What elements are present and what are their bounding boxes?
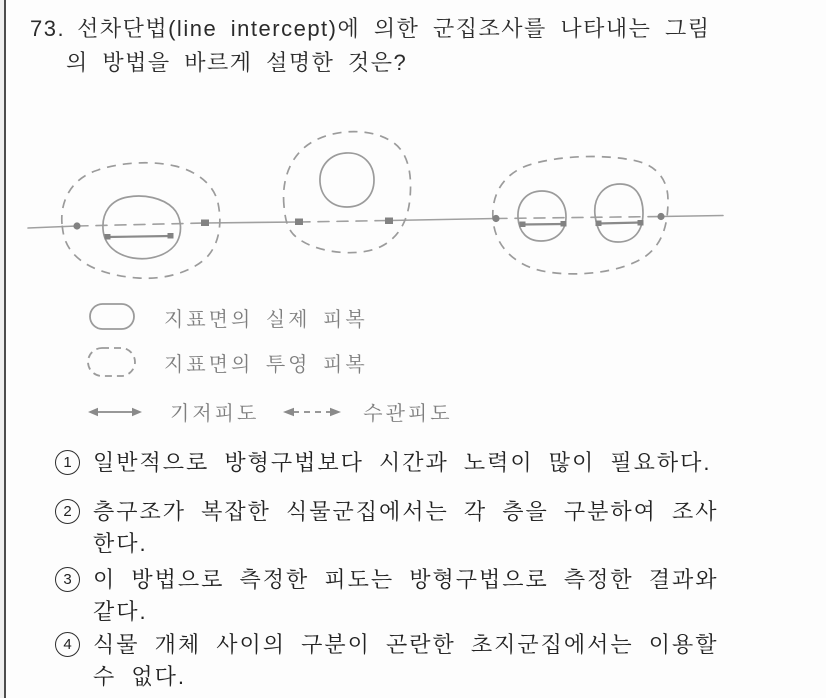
intercept-dot-marker <box>73 222 80 229</box>
question-block <box>30 12 770 80</box>
option-3-number-badge: 3 <box>55 567 80 592</box>
question-line-2: 의 방법을 바르게 설명한 것은? <box>66 50 408 75</box>
plant3-canopy-outline <box>493 157 668 274</box>
option-3-text-line-2: 같다. <box>93 599 148 624</box>
line-intercept-diagram <box>0 120 826 305</box>
option-1 <box>55 447 711 479</box>
plant3-actual-cover-shape-left <box>518 191 566 241</box>
basal-end-marker <box>638 220 644 226</box>
option-2-number-badge: 2 <box>55 499 80 524</box>
question-line-1: 선차단법(line intercept)에 의한 군집조사를 나타내는 그림 <box>77 16 711 41</box>
option-4-text-line-2: 수 없다. <box>93 664 186 689</box>
solid-ellipse-icon <box>88 302 138 332</box>
option-1-text: 일반적으로 방형구법보다 시간과 노력이 많이 필요하다. <box>93 450 712 475</box>
legend-projected-cover-row <box>86 345 368 379</box>
transect-line-canopy-dashed <box>77 217 661 227</box>
legend-actual-cover-label: 지표면의 실제 피복 <box>164 308 368 331</box>
solid-double-arrow-icon <box>86 403 144 421</box>
intercept-square-marker <box>295 219 303 226</box>
option-1-number-badge: 1 <box>55 450 80 475</box>
plant3-actual-cover-shape-right <box>595 184 643 242</box>
option-4-number-badge: 4 <box>55 632 80 657</box>
legend-canopy-cover-label: 수관피도 <box>363 403 453 425</box>
legend-coverage-arrows-row <box>86 397 453 426</box>
basal-end-marker <box>168 233 174 239</box>
plant2-actual-cover-shape <box>320 153 374 207</box>
option-3 <box>55 564 718 628</box>
dashed-ellipse-icon <box>86 345 138 379</box>
plant3-basal-segment-left <box>522 224 564 225</box>
dashed-double-arrow-icon <box>281 403 343 421</box>
option-3-text-line-1: 이 방법으로 측정한 피도는 방형구법으로 측정한 결과와 <box>93 567 719 592</box>
plant1-basal-segment <box>107 236 171 237</box>
legend-basal-cover-label: 기저피도 <box>170 403 260 425</box>
plant3-basal-segment-right <box>598 223 641 224</box>
plant1-actual-cover-shape <box>103 196 181 259</box>
basal-end-marker <box>561 221 567 227</box>
option-4-text-line-1: 식물 개체 사이의 구분이 곤란한 초지군집에서는 이용할 <box>93 632 719 657</box>
intercept-square-marker <box>385 218 393 225</box>
legend-actual-cover-row <box>88 302 368 332</box>
option-2-text-line-1: 층구조가 복잡한 식물군집에서는 각 층을 구분하여 조사 <box>93 499 719 524</box>
intercept-square-marker <box>201 220 209 227</box>
left-border-rule <box>4 0 6 698</box>
intercept-dot-marker <box>492 215 499 222</box>
option-4 <box>55 629 718 693</box>
intercept-dot-marker <box>657 213 664 220</box>
basal-end-marker <box>520 222 526 228</box>
question-number: 73. <box>30 16 66 41</box>
plant1-canopy-outline <box>62 163 220 279</box>
option-2-text-line-2: 한다. <box>93 531 148 556</box>
plant2-canopy-outline <box>284 132 411 253</box>
option-2 <box>55 496 718 560</box>
legend-projected-cover-label: 지표면의 투영 피복 <box>164 353 368 376</box>
basal-end-marker <box>596 221 602 227</box>
basal-end-marker <box>105 234 111 240</box>
